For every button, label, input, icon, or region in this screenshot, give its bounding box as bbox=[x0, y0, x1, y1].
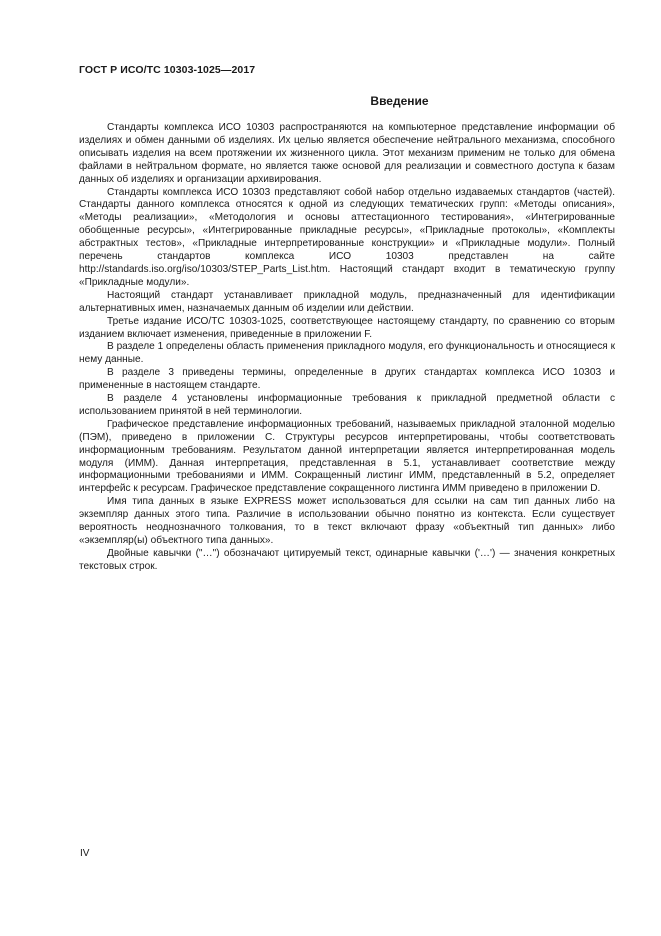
paragraph-section-3: В разделе 3 приведены термины, определенные в других стандартах комплекса ИСО 10303 и примененные в настоящем стандарте. bbox=[79, 367, 615, 392]
paragraph-module-purpose: Настоящий стандарт устанавливает прикладной модуль, предназначенный для идентификации альтернативных имен, назначаемых данным об изделии или действии. bbox=[79, 289, 615, 314]
standard-designation: ГОСТ Р ИСО/ТС 10303-1025—2017 bbox=[79, 64, 256, 76]
paragraph-express-types: Имя типа данных в языке EXPRESS может использоваться для ссылки на сам тип данных либо на экземпляр данных этого типа. Различие в использовании обычно понятно из контекста. Если существует вероятность неоднозначного толкования, то в текст включают фразу «объектный тип данных» либо «экземпляр(ы) объектного типа данных». bbox=[79, 496, 615, 546]
section-title: Введение bbox=[370, 94, 429, 108]
paragraph-section-4: В разделе 4 установлены информационные требования к прикладной предметной области с использованием принятой в ней терминологии. bbox=[79, 393, 615, 417]
page-number: IV bbox=[80, 848, 90, 859]
paragraph-scope: Стандарты комплекса ИСО 10303 распространяются на компьютерное представление информации об изделиях и обмен данными об изделиях. Их целью является обеспечение нейтрального механизма, способного описывать изделия на всем протяжении их жизненного цикла. Этот механизм применим не только для обмена файлами в нейтральном формате, но является также основой для реализации и совместного доступа к базам данных об изделиях и организации архивирования. bbox=[79, 122, 615, 185]
paragraph-series-structure: Стандарты комплекса ИСО 10303 представляют собой набор отдельно издаваемых стандартов (частей). Стандарты данного комплекса относятся к одной из следующих тематических групп: «Методы описания», «Методы реализации», «Методология и основы аттестационного тестирования», «Интегрированные обобщенные ресурсы», «Интегрированные прикладные ресурсы», «Прикладные протоколы», «Комплекты абстрактных тестов», «Прикладные интерпретированные конструкции» и «Прикладные модули». Полный перечень стандартов комплекса ИСО 10303 представлен на сайте http://standards.iso.org/iso/10303/STEP_Parts_List.htm. Настоящий стандарт входит в тематическую группу «Прикладные модули». bbox=[79, 186, 615, 288]
body-text bbox=[79, 122, 615, 574]
paragraph-quotes: Двойные кавычки ("…") обозначают цитируемый текст, одинарные кавычки ('…') — значения конкретных текстовых строк. bbox=[79, 547, 615, 572]
paragraph-arm-mim: Графическое представление информационных требований, называемых прикладной эталонной моделью (ПЭМ), приведено в приложении С. Структуры ресурсов интерпретированы, чтобы соответствовать информационным требованиям. Результатом данной интерпретации является интерпретированная модель модуля (ИММ). Данная интерпретация, представленная в 5.1, устанавливает соответствие между информационными требованиями и ИММ. Сокращенный листинг ИММ, представленный в 5.2, определяет интерфейс к ресурсам. Графическое представление сокращенного листинга ИММ приведено в приложении D. bbox=[79, 418, 615, 495]
paragraph-edition: Третье издание ИСО/ТС 10303-1025, соответствующее настоящему стандарту, по сравнению со вторым изданием включает изменения, приведенные в приложении F. bbox=[79, 315, 615, 340]
paragraph-section-1: В разделе 1 определены область применения прикладного модуля, его функциональность и относящиеся к нему данные. bbox=[79, 341, 615, 366]
